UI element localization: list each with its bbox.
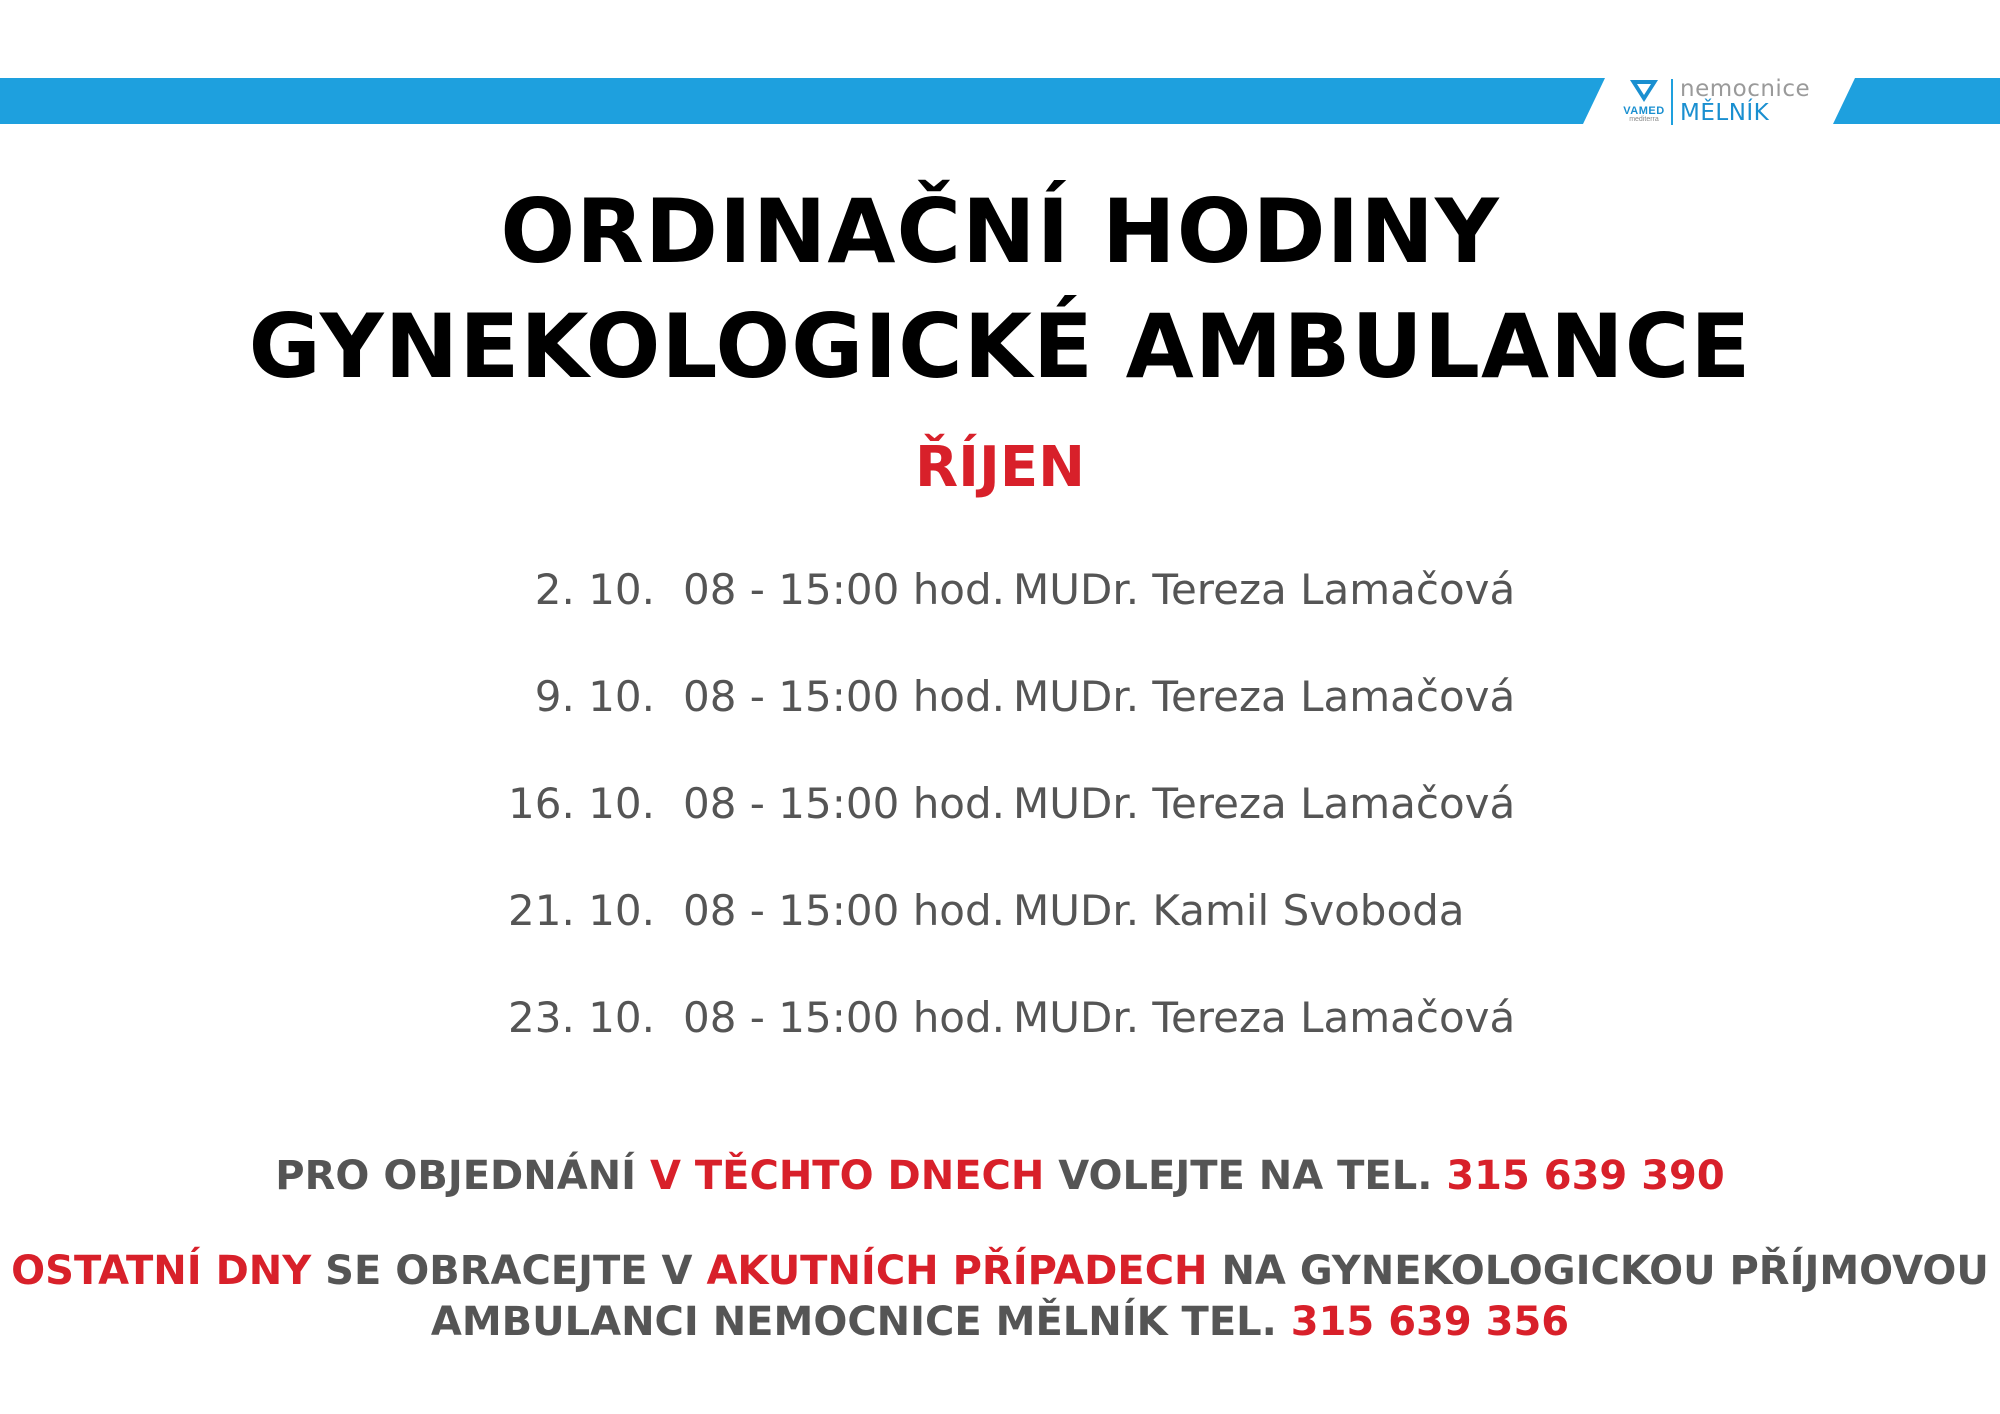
page-title-line-2: GYNEKOLOGICKÉ AMBULANCE — [248, 295, 1752, 398]
schedule-doctor: MUDr. Tereza Lamačová — [1013, 779, 1516, 828]
logo-text-top: nemocnice — [1680, 76, 1811, 102]
other-days-text-1: SE OBRACEJTE V — [311, 1248, 707, 1294]
schedule-doctor: MUDr. Kamil Svoboda — [1013, 886, 1465, 935]
schedule-date: 2. 10. — [534, 565, 655, 614]
booking-text-2: VOLEJTE NA TEL. — [1044, 1153, 1447, 1199]
page-title-line-1: ORDINAČNÍ HODINY — [500, 180, 1500, 283]
schedule-date: 9. 10. — [534, 672, 655, 721]
schedule-date: 21. 10. — [508, 886, 655, 935]
other-days-note-line-2 — [0, 1299, 2000, 1345]
other-days-text-3: AMBULANCI NEMOCNICE MĚLNÍK TEL. — [430, 1299, 1291, 1345]
schedule-time: 08 - 15:00 hod. — [683, 993, 1006, 1042]
vamed-wordmark: VAMED — [1623, 105, 1665, 117]
schedule-row — [0, 774, 2000, 834]
schedule-doctor: MUDr. Tereza Lamačová — [1013, 565, 1516, 614]
booking-highlight: V TĚCHTO DNECH — [649, 1153, 1045, 1199]
schedule-time: 08 - 15:00 hod. — [683, 672, 1006, 721]
header-banner-left — [0, 78, 1605, 124]
header-banner-right — [1833, 78, 2000, 124]
schedule-row — [0, 988, 2000, 1048]
logo-text-bottom: MĚLNÍK — [1680, 100, 1770, 126]
schedule-date: 23. 10. — [508, 993, 655, 1042]
booking-phone: 315 639 390 — [1446, 1153, 1725, 1199]
acute-cases-highlight: AKUTNÍCH PŘÍPADECH — [706, 1248, 1208, 1294]
schedule-time: 08 - 15:00 hod. — [683, 886, 1006, 935]
schedule-time: 08 - 15:00 hod. — [683, 565, 1006, 614]
schedule-row — [0, 560, 2000, 620]
schedule-row — [0, 881, 2000, 941]
other-days-note-line-1 — [0, 1248, 2000, 1294]
hospital-logo — [1622, 76, 1822, 128]
schedule-doctor: MUDr. Tereza Lamačová — [1013, 672, 1516, 721]
vamed-logo-icon — [1628, 78, 1660, 104]
schedule-row — [0, 667, 2000, 727]
booking-text-1: PRO OBJEDNÁNÍ — [275, 1153, 650, 1199]
month-heading: ŘÍJEN — [915, 435, 1085, 500]
other-days-text-2: NA GYNEKOLOGICKOU PŘÍJMOVOU — [1207, 1248, 1989, 1294]
other-days-highlight: OSTATNÍ DNY — [11, 1248, 312, 1294]
emergency-phone: 315 639 356 — [1290, 1299, 1570, 1345]
booking-note — [0, 1153, 2000, 1199]
vamed-subtitle: mediterra — [1629, 116, 1659, 123]
schedule-date: 16. 10. — [508, 779, 655, 828]
logo-divider — [1671, 79, 1673, 125]
schedule-doctor: MUDr. Tereza Lamačová — [1013, 993, 1516, 1042]
schedule-time: 08 - 15:00 hod. — [683, 779, 1006, 828]
